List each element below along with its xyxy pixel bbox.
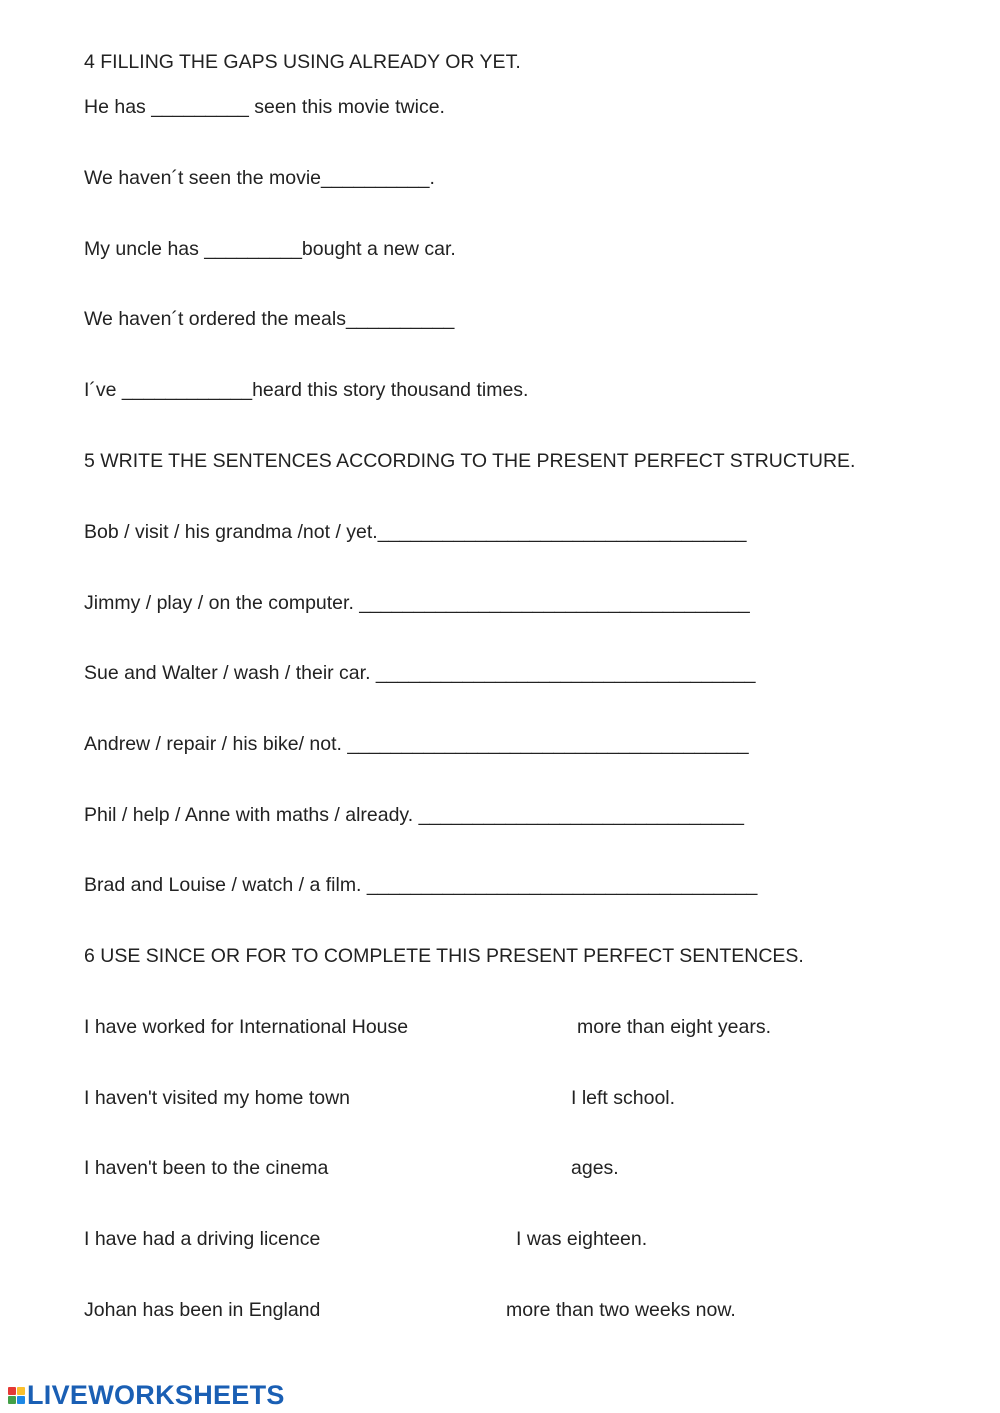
section-4-heading: 4 FILLING THE GAPS USING ALREADY OR YET. xyxy=(84,51,521,73)
section-5-item-4: Andrew / repair / his bike/ not. _____________________________________ xyxy=(84,733,749,755)
section-4-item-5: I´ve ____________heard this story thousand times. xyxy=(84,379,529,401)
section-4-item-4: We haven´t ordered the meals__________ xyxy=(84,308,455,330)
section-5-item-5: Phil / help / Anne with maths / already. ______________________________ xyxy=(84,804,744,826)
section-6-item-1-right: more than eight years. xyxy=(577,1016,772,1038)
section-4-item-1: He has _________ seen this movie twice. xyxy=(84,96,445,118)
section-4-item-2: We haven´t seen the movie__________. xyxy=(84,167,435,189)
section-6-item-4-left: I have had a driving licence xyxy=(84,1228,321,1250)
logo-square-green xyxy=(8,1396,16,1404)
section-6-item-2-right: I left school. xyxy=(571,1087,676,1109)
section-6-item-2-left: I haven't visited my home town xyxy=(84,1087,351,1109)
section-5-item-3: Sue and Walter / wash / their car. ___________________________________ xyxy=(84,662,756,684)
section-6-item-3-right: ages. xyxy=(571,1157,619,1179)
section-6-item-5-right: more than two weeks now. xyxy=(506,1299,736,1321)
section-5-item-2: Jimmy / play / on the computer. ____________________________________ xyxy=(84,592,750,614)
liveworksheets-logo xyxy=(8,1380,285,1410)
logo-square-blue xyxy=(17,1396,25,1404)
logo-text: LIVEWORKSHEETS xyxy=(27,1379,285,1410)
section-5-item-1: Bob / visit / his grandma /not / yet.__________________________________ xyxy=(84,521,747,543)
section-6-item-1-left: I have worked for International House xyxy=(84,1016,409,1038)
section-4-item-3: My uncle has _________bought a new car. xyxy=(84,238,456,260)
logo-square-yellow xyxy=(17,1387,25,1395)
section-6-item-5-left: Johan has been in England xyxy=(84,1299,321,1321)
logo-mark-icon xyxy=(8,1387,25,1404)
section-6-item-4-right: I was eighteen. xyxy=(516,1228,648,1250)
section-5-heading: 5 WRITE THE SENTENCES ACCORDING TO THE PRESENT PERFECT STRUCTURE. xyxy=(84,450,856,472)
section-6-heading: 6 USE SINCE OR FOR TO COMPLETE THIS PRESENT PERFECT SENTENCES. xyxy=(84,945,804,967)
logo-square-red xyxy=(8,1387,16,1395)
section-5-item-6: Brad and Louise / watch / a film. ____________________________________ xyxy=(84,874,758,896)
section-6-item-3-left: I haven't been to the cinema xyxy=(84,1157,329,1179)
